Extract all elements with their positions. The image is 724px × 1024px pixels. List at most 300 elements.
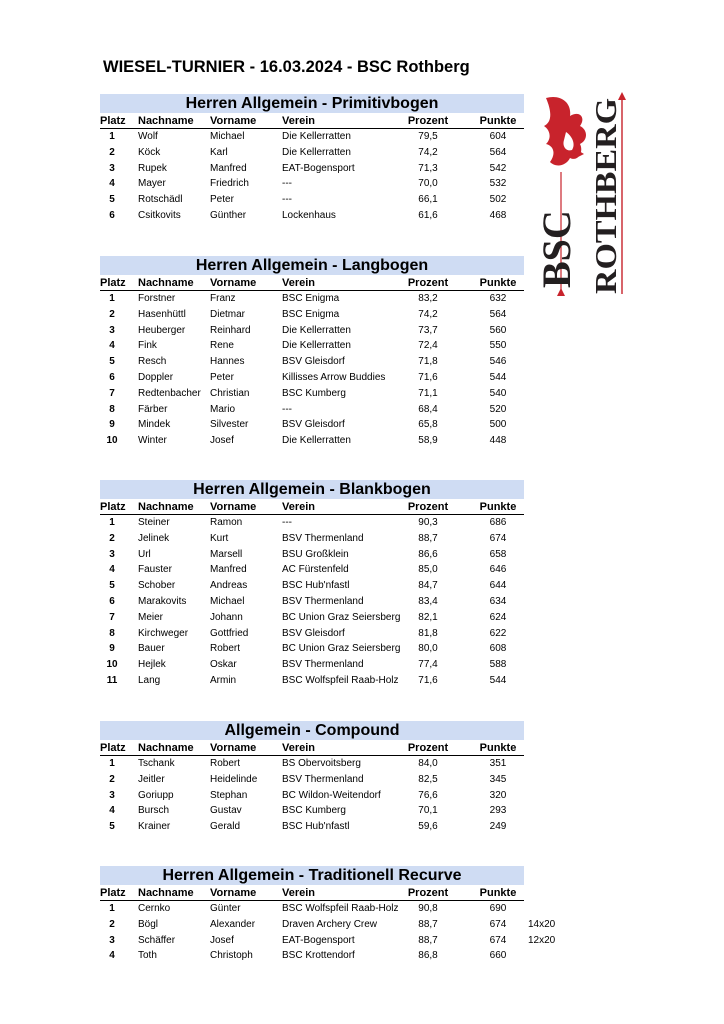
cell-platz: 1: [109, 758, 115, 769]
cell-nachname: Fauster: [138, 564, 172, 576]
results-section: [100, 480, 524, 689]
cell-prozent: 58,9: [418, 435, 438, 447]
column-header-row: [100, 275, 524, 291]
table-row: [100, 370, 524, 386]
cell-verein: BSV Gleisdorf: [282, 627, 345, 639]
cell-nachname: Resch: [138, 356, 167, 368]
cell-prozent: 86,8: [418, 950, 438, 962]
cell-note: 14x20: [528, 918, 556, 930]
cell-platz: 4: [109, 950, 115, 962]
column-header-platz: Platz: [100, 501, 126, 513]
logo-rothberg-text: ROTHBERG: [588, 114, 623, 294]
cell-punkte: 622: [489, 627, 507, 639]
cell-platz: 5: [109, 580, 115, 592]
cell-verein: BSC Wolfspfeil Raab-Holz: [282, 674, 399, 686]
column-header-vorname: Vorname: [210, 115, 257, 127]
table-row: [100, 515, 524, 531]
cell-punkte: 249: [489, 821, 507, 833]
table-row: [100, 417, 524, 433]
cell-vorname: Josef: [210, 435, 234, 447]
cell-platz: 7: [109, 387, 115, 399]
cell-prozent: 90,3: [418, 517, 438, 528]
cell-punkte: 560: [489, 324, 507, 336]
cell-platz: 4: [109, 805, 115, 817]
cell-verein: BSC Wolfspfeil Raab-Holz: [282, 903, 399, 914]
section-title: Herren Allgemein - Primitivbogen: [100, 94, 524, 113]
cell-punkte: 564: [489, 308, 507, 320]
table-row: [100, 386, 524, 402]
column-header-verein: Verein: [282, 887, 316, 899]
section-title: Herren Allgemein - Langbogen: [100, 256, 524, 275]
cell-nachname: Färber: [138, 403, 168, 415]
cell-prozent: 70,1: [418, 805, 438, 817]
cell-nachname: Cernko: [138, 903, 171, 914]
cell-nachname: Heuberger: [138, 324, 186, 336]
table-row: [100, 788, 524, 804]
cell-nachname: Schober: [138, 580, 176, 592]
cell-verein: EAT-Bogensport: [282, 162, 355, 174]
cell-prozent: 66,1: [418, 194, 438, 206]
cell-platz: 3: [109, 934, 115, 946]
cell-vorname: Andreas: [210, 580, 248, 592]
cell-platz: 4: [109, 340, 115, 352]
cell-vorname: Stephan: [210, 789, 248, 801]
cell-prozent: 71,6: [418, 674, 438, 686]
cell-vorname: Peter: [210, 194, 234, 206]
cell-nachname: Köck: [138, 146, 161, 158]
cell-platz: 3: [109, 162, 115, 174]
column-header-vorname: Vorname: [210, 277, 257, 289]
table-row: [100, 673, 524, 689]
column-header-vorname: Vorname: [210, 887, 257, 899]
cell-platz: 2: [109, 308, 115, 320]
cell-prozent: 76,6: [418, 789, 438, 801]
cell-prozent: 81,8: [418, 627, 438, 639]
cell-verein: BSC Enigma: [282, 293, 340, 304]
table-row: [100, 594, 524, 610]
table-row: [100, 291, 524, 307]
cell-vorname: Mario: [210, 403, 236, 415]
cell-prozent: 86,6: [418, 548, 438, 560]
results-section: [100, 94, 524, 224]
cell-vorname: Kurt: [210, 532, 229, 544]
table-row: [100, 531, 524, 547]
cell-nachname: Rupek: [138, 162, 167, 174]
column-header-nachname: Nachname: [138, 277, 194, 289]
cell-punkte: 351: [489, 758, 507, 769]
bsc-rothberg-logo: [536, 92, 626, 298]
cell-nachname: Schäffer: [138, 934, 176, 946]
cell-prozent: 72,4: [418, 340, 438, 352]
cell-verein: ---: [282, 194, 292, 206]
cell-nachname: Toth: [138, 950, 157, 962]
cell-vorname: Rene: [210, 340, 234, 352]
cell-prozent: 71,1: [418, 387, 438, 399]
column-header-punkte: Punkte: [479, 115, 517, 127]
cell-verein: BSC Hub'nfastl: [282, 821, 350, 833]
table-row: [100, 772, 524, 788]
table-row: [100, 208, 524, 224]
cell-vorname: Josef: [210, 934, 234, 946]
column-header-verein: Verein: [282, 277, 316, 289]
cell-punkte: 293: [489, 805, 507, 817]
cell-vorname: Manfred: [210, 162, 247, 174]
section-title: Herren Allgemein - Traditionell Recurve: [100, 866, 524, 885]
cell-punkte: 448: [489, 435, 507, 447]
cell-punkte: 644: [489, 580, 507, 592]
cell-vorname: Michael: [210, 595, 245, 607]
squirrel-icon: [544, 97, 586, 166]
cell-verein: BC Union Graz Seiersberg: [282, 643, 401, 655]
cell-punkte: 345: [489, 773, 507, 785]
cell-vorname: Alexander: [210, 918, 256, 930]
cell-nachname: Bursch: [138, 805, 170, 817]
cell-vorname: Dietmar: [210, 308, 246, 320]
column-header-punkte: Punkte: [479, 501, 517, 513]
cell-prozent: 88,7: [418, 918, 438, 930]
cell-vorname: Johann: [210, 611, 243, 623]
cell-punkte: 540: [489, 387, 507, 399]
section-title: Allgemein - Compound: [100, 721, 524, 740]
cell-vorname: Marsell: [210, 548, 243, 560]
cell-punkte: 550: [489, 340, 507, 352]
cell-platz: 10: [106, 435, 118, 447]
column-header-platz: Platz: [100, 887, 126, 899]
cell-platz: 9: [109, 643, 115, 655]
cell-verein: BSU Großklein: [282, 548, 349, 560]
column-header-vorname: Vorname: [210, 501, 257, 513]
table-row: [100, 917, 556, 933]
cell-platz: 2: [109, 918, 115, 930]
cell-vorname: Günter: [210, 903, 241, 914]
cell-platz: 5: [109, 821, 115, 833]
cell-vorname: Robert: [210, 643, 241, 655]
cell-verein: Lockenhaus: [282, 209, 336, 221]
table-row: [100, 402, 524, 418]
cell-platz: 6: [109, 595, 115, 607]
cell-platz: 2: [109, 773, 115, 785]
cell-platz: 8: [109, 627, 115, 639]
table-row: [100, 657, 524, 673]
cell-nachname: Krainer: [138, 821, 171, 833]
cell-vorname: Peter: [210, 371, 234, 383]
cell-punkte: 674: [489, 532, 507, 544]
cell-prozent: 71,6: [418, 371, 438, 383]
cell-prozent: 85,0: [418, 564, 438, 576]
table-row: [100, 562, 524, 578]
cell-vorname: Gerald: [210, 821, 241, 833]
table-row: [100, 933, 556, 949]
cell-nachname: Mindek: [138, 419, 171, 431]
cell-nachname: Winter: [138, 435, 167, 447]
cell-punkte: 542: [489, 162, 507, 174]
cell-verein: Die Kellerratten: [282, 131, 351, 142]
cell-nachname: Goriupp: [138, 789, 174, 801]
column-header-platz: Platz: [100, 742, 126, 754]
column-header-row: [100, 499, 524, 515]
cell-punkte: 674: [489, 934, 507, 946]
cell-nachname: Url: [138, 548, 151, 560]
table-row: [100, 610, 524, 626]
cell-verein: BSC Kumberg: [282, 805, 346, 817]
table-row: [100, 145, 524, 161]
table-row: [100, 354, 524, 370]
cell-platz: 8: [109, 403, 115, 415]
cell-nachname: Bauer: [138, 643, 165, 655]
cell-verein: Killisses Arrow Buddies: [282, 371, 386, 383]
cell-vorname: Franz: [210, 293, 236, 304]
table-row: [100, 307, 524, 323]
cell-vorname: Hannes: [210, 356, 245, 368]
column-header-nachname: Nachname: [138, 115, 194, 127]
cell-verein: BSV Gleisdorf: [282, 356, 345, 368]
cell-nachname: Jelinek: [138, 532, 170, 544]
results-section: [100, 721, 524, 835]
table-row: [100, 803, 524, 819]
cell-punkte: 634: [489, 595, 507, 607]
cell-nachname: Fink: [138, 340, 157, 352]
cell-vorname: Gustav: [210, 805, 242, 817]
results-section: [100, 866, 556, 964]
cell-punkte: 632: [489, 293, 507, 304]
cell-punkte: 468: [489, 209, 507, 221]
cell-nachname: Meier: [138, 611, 164, 623]
cell-platz: 11: [106, 674, 118, 686]
cell-platz: 5: [109, 356, 115, 368]
table-row: [100, 626, 524, 642]
table-row: [100, 547, 524, 563]
cell-nachname: Csitkovits: [138, 209, 181, 221]
table-row: [100, 641, 524, 657]
cell-nachname: Bögl: [138, 918, 159, 930]
cell-nachname: Hasenhüttl: [138, 308, 186, 320]
cell-platz: 3: [109, 548, 115, 560]
cell-vorname: Reinhard: [210, 324, 251, 336]
table-row: [100, 578, 524, 594]
column-header-prozent: Prozent: [407, 887, 449, 899]
cell-verein: BSV Gleisdorf: [282, 419, 345, 431]
cell-platz: 2: [109, 146, 115, 158]
cell-verein: BS Obervoitsberg: [282, 758, 361, 769]
cell-vorname: Christian: [210, 387, 250, 399]
cell-prozent: 84,7: [418, 580, 438, 592]
cell-verein: BSC Krottendorf: [282, 950, 355, 962]
cell-punkte: 690: [489, 903, 507, 914]
cell-verein: ---: [282, 403, 292, 415]
table-row: [100, 756, 524, 772]
column-header-row: [100, 740, 524, 756]
cell-verein: Die Kellerratten: [282, 435, 351, 447]
cell-platz: 6: [109, 209, 115, 221]
cell-prozent: 74,2: [418, 308, 438, 320]
column-header-nachname: Nachname: [138, 887, 194, 899]
cell-platz: 1: [109, 903, 115, 914]
cell-prozent: 74,2: [418, 146, 438, 158]
cell-vorname: Heidelinde: [210, 773, 258, 785]
cell-punkte: 544: [489, 371, 507, 383]
column-header-row: [100, 885, 524, 901]
cell-prozent: 77,4: [418, 659, 438, 671]
cell-verein: AC Fürstenfeld: [282, 564, 349, 576]
cell-verein: Die Kellerratten: [282, 324, 351, 336]
cell-platz: 1: [109, 517, 115, 528]
cell-punkte: 546: [489, 356, 507, 368]
cell-vorname: Christoph: [210, 950, 253, 962]
cell-punkte: 500: [489, 419, 507, 431]
cell-verein: BSC Kumberg: [282, 387, 346, 399]
cell-verein: BSC Hub'nfastl: [282, 580, 350, 592]
cell-vorname: Friedrich: [210, 178, 249, 190]
cell-vorname: Gottfried: [210, 627, 249, 639]
cell-nachname: Steiner: [138, 517, 170, 528]
column-header-vorname: Vorname: [210, 742, 257, 754]
cell-prozent: 71,8: [418, 356, 438, 368]
column-header-nachname: Nachname: [138, 742, 194, 754]
cell-verein: Draven Archery Crew: [282, 918, 378, 930]
cell-prozent: 83,4: [418, 595, 438, 607]
column-header-punkte: Punkte: [479, 742, 517, 754]
table-row: [100, 338, 524, 354]
table-row: [100, 433, 524, 449]
cell-platz: 4: [109, 178, 115, 190]
cell-prozent: 88,7: [418, 532, 438, 544]
table-row: [100, 176, 524, 192]
cell-platz: 6: [109, 371, 115, 383]
cell-nachname: Marakovits: [138, 595, 187, 607]
column-header-verein: Verein: [282, 501, 316, 513]
table-row: [100, 161, 524, 177]
cell-platz: 4: [109, 564, 115, 576]
cell-verein: BSV Thermenland: [282, 773, 364, 785]
cell-prozent: 83,2: [418, 293, 438, 304]
cell-punkte: 608: [489, 643, 507, 655]
cell-platz: 10: [106, 659, 118, 671]
cell-punkte: 520: [489, 403, 507, 415]
table-row: [100, 323, 524, 339]
cell-verein: BSV Thermenland: [282, 595, 364, 607]
cell-prozent: 70,0: [418, 178, 438, 190]
cell-vorname: Günther: [210, 209, 247, 221]
cell-punkte: 532: [489, 178, 507, 190]
column-header-row: [100, 113, 524, 129]
cell-punkte: 624: [489, 611, 507, 623]
cell-verein: BSC Enigma: [282, 308, 340, 320]
results-section: [100, 256, 524, 449]
page-title: WIESEL-TURNIER - 16.03.2024 - BSC Rothberg: [103, 58, 470, 76]
cell-prozent: 79,5: [418, 131, 438, 142]
cell-punkte: 564: [489, 146, 507, 158]
cell-punkte: 320: [489, 789, 507, 801]
cell-verein: Die Kellerratten: [282, 340, 351, 352]
cell-nachname: Mayer: [138, 178, 166, 190]
column-header-verein: Verein: [282, 742, 316, 754]
cell-punkte: 646: [489, 564, 507, 576]
cell-verein: EAT-Bogensport: [282, 934, 355, 946]
table-row: [100, 948, 524, 964]
column-header-verein: Verein: [282, 115, 316, 127]
cell-platz: 3: [109, 324, 115, 336]
cell-verein: BC Wildon-Weitendorf: [282, 789, 381, 801]
column-header-punkte: Punkte: [479, 887, 517, 899]
cell-verein: ---: [282, 178, 292, 190]
cell-prozent: 84,0: [418, 758, 438, 769]
cell-vorname: Ramon: [210, 517, 243, 528]
cell-platz: 7: [109, 611, 115, 623]
cell-prozent: 61,6: [418, 209, 438, 221]
cell-punkte: 660: [489, 950, 507, 962]
cell-nachname: Doppler: [138, 371, 174, 383]
cell-platz: 9: [109, 419, 115, 431]
cell-prozent: 90,8: [418, 903, 438, 914]
cell-prozent: 82,5: [418, 773, 438, 785]
cell-nachname: Redtenbacher: [138, 387, 201, 399]
cell-prozent: 71,3: [418, 162, 438, 174]
column-header-nachname: Nachname: [138, 501, 194, 513]
cell-nachname: Kirchweger: [138, 627, 189, 639]
cell-vorname: Manfred: [210, 564, 247, 576]
table-row: [100, 129, 524, 145]
section-title: Herren Allgemein - Blankbogen: [100, 480, 524, 499]
cell-nachname: Rotschädl: [138, 194, 183, 206]
cell-nachname: Tschank: [138, 758, 175, 769]
cell-verein: ---: [282, 517, 292, 528]
cell-vorname: Oskar: [210, 659, 237, 671]
cell-nachname: Jeitler: [138, 773, 165, 785]
table-row: [100, 901, 524, 917]
table-row: [100, 192, 524, 208]
cell-prozent: 65,8: [418, 419, 438, 431]
column-header-punkte: Punkte: [479, 277, 517, 289]
cell-platz: 1: [109, 131, 115, 142]
table-row: [100, 819, 524, 835]
cell-nachname: Forstner: [138, 293, 176, 304]
cell-platz: 3: [109, 789, 115, 801]
cell-verein: BSV Thermenland: [282, 532, 364, 544]
column-header-prozent: Prozent: [407, 501, 449, 513]
cell-prozent: 82,1: [418, 611, 438, 623]
cell-prozent: 59,6: [418, 821, 438, 833]
cell-platz: 5: [109, 194, 115, 206]
cell-prozent: 88,7: [418, 934, 438, 946]
cell-note: 12x20: [528, 934, 556, 946]
cell-verein: Die Kellerratten: [282, 146, 351, 158]
cell-vorname: Michael: [210, 131, 245, 142]
column-header-platz: Platz: [100, 115, 126, 127]
column-header-platz: Platz: [100, 277, 126, 289]
cell-nachname: Lang: [138, 674, 161, 686]
cell-prozent: 80,0: [418, 643, 438, 655]
cell-nachname: Wolf: [138, 131, 158, 142]
cell-nachname: Hejlek: [138, 659, 166, 671]
cell-punkte: 544: [489, 674, 507, 686]
column-header-prozent: Prozent: [407, 115, 449, 127]
cell-platz: 1: [109, 293, 115, 304]
cell-verein: BC Union Graz Seiersberg: [282, 611, 401, 623]
cell-punkte: 686: [489, 517, 507, 528]
cell-punkte: 674: [489, 918, 507, 930]
cell-prozent: 73,7: [418, 324, 438, 336]
cell-platz: 2: [109, 532, 115, 544]
cell-punkte: 502: [489, 194, 507, 206]
cell-prozent: 68,4: [418, 403, 438, 415]
column-header-prozent: Prozent: [407, 277, 449, 289]
cell-vorname: Karl: [210, 146, 228, 158]
cell-punkte: 588: [489, 659, 507, 671]
logo-bsc-text: BSC: [536, 210, 579, 288]
cell-punkte: 604: [489, 131, 507, 142]
cell-vorname: Silvester: [210, 419, 249, 431]
column-header-prozent: Prozent: [407, 742, 449, 754]
